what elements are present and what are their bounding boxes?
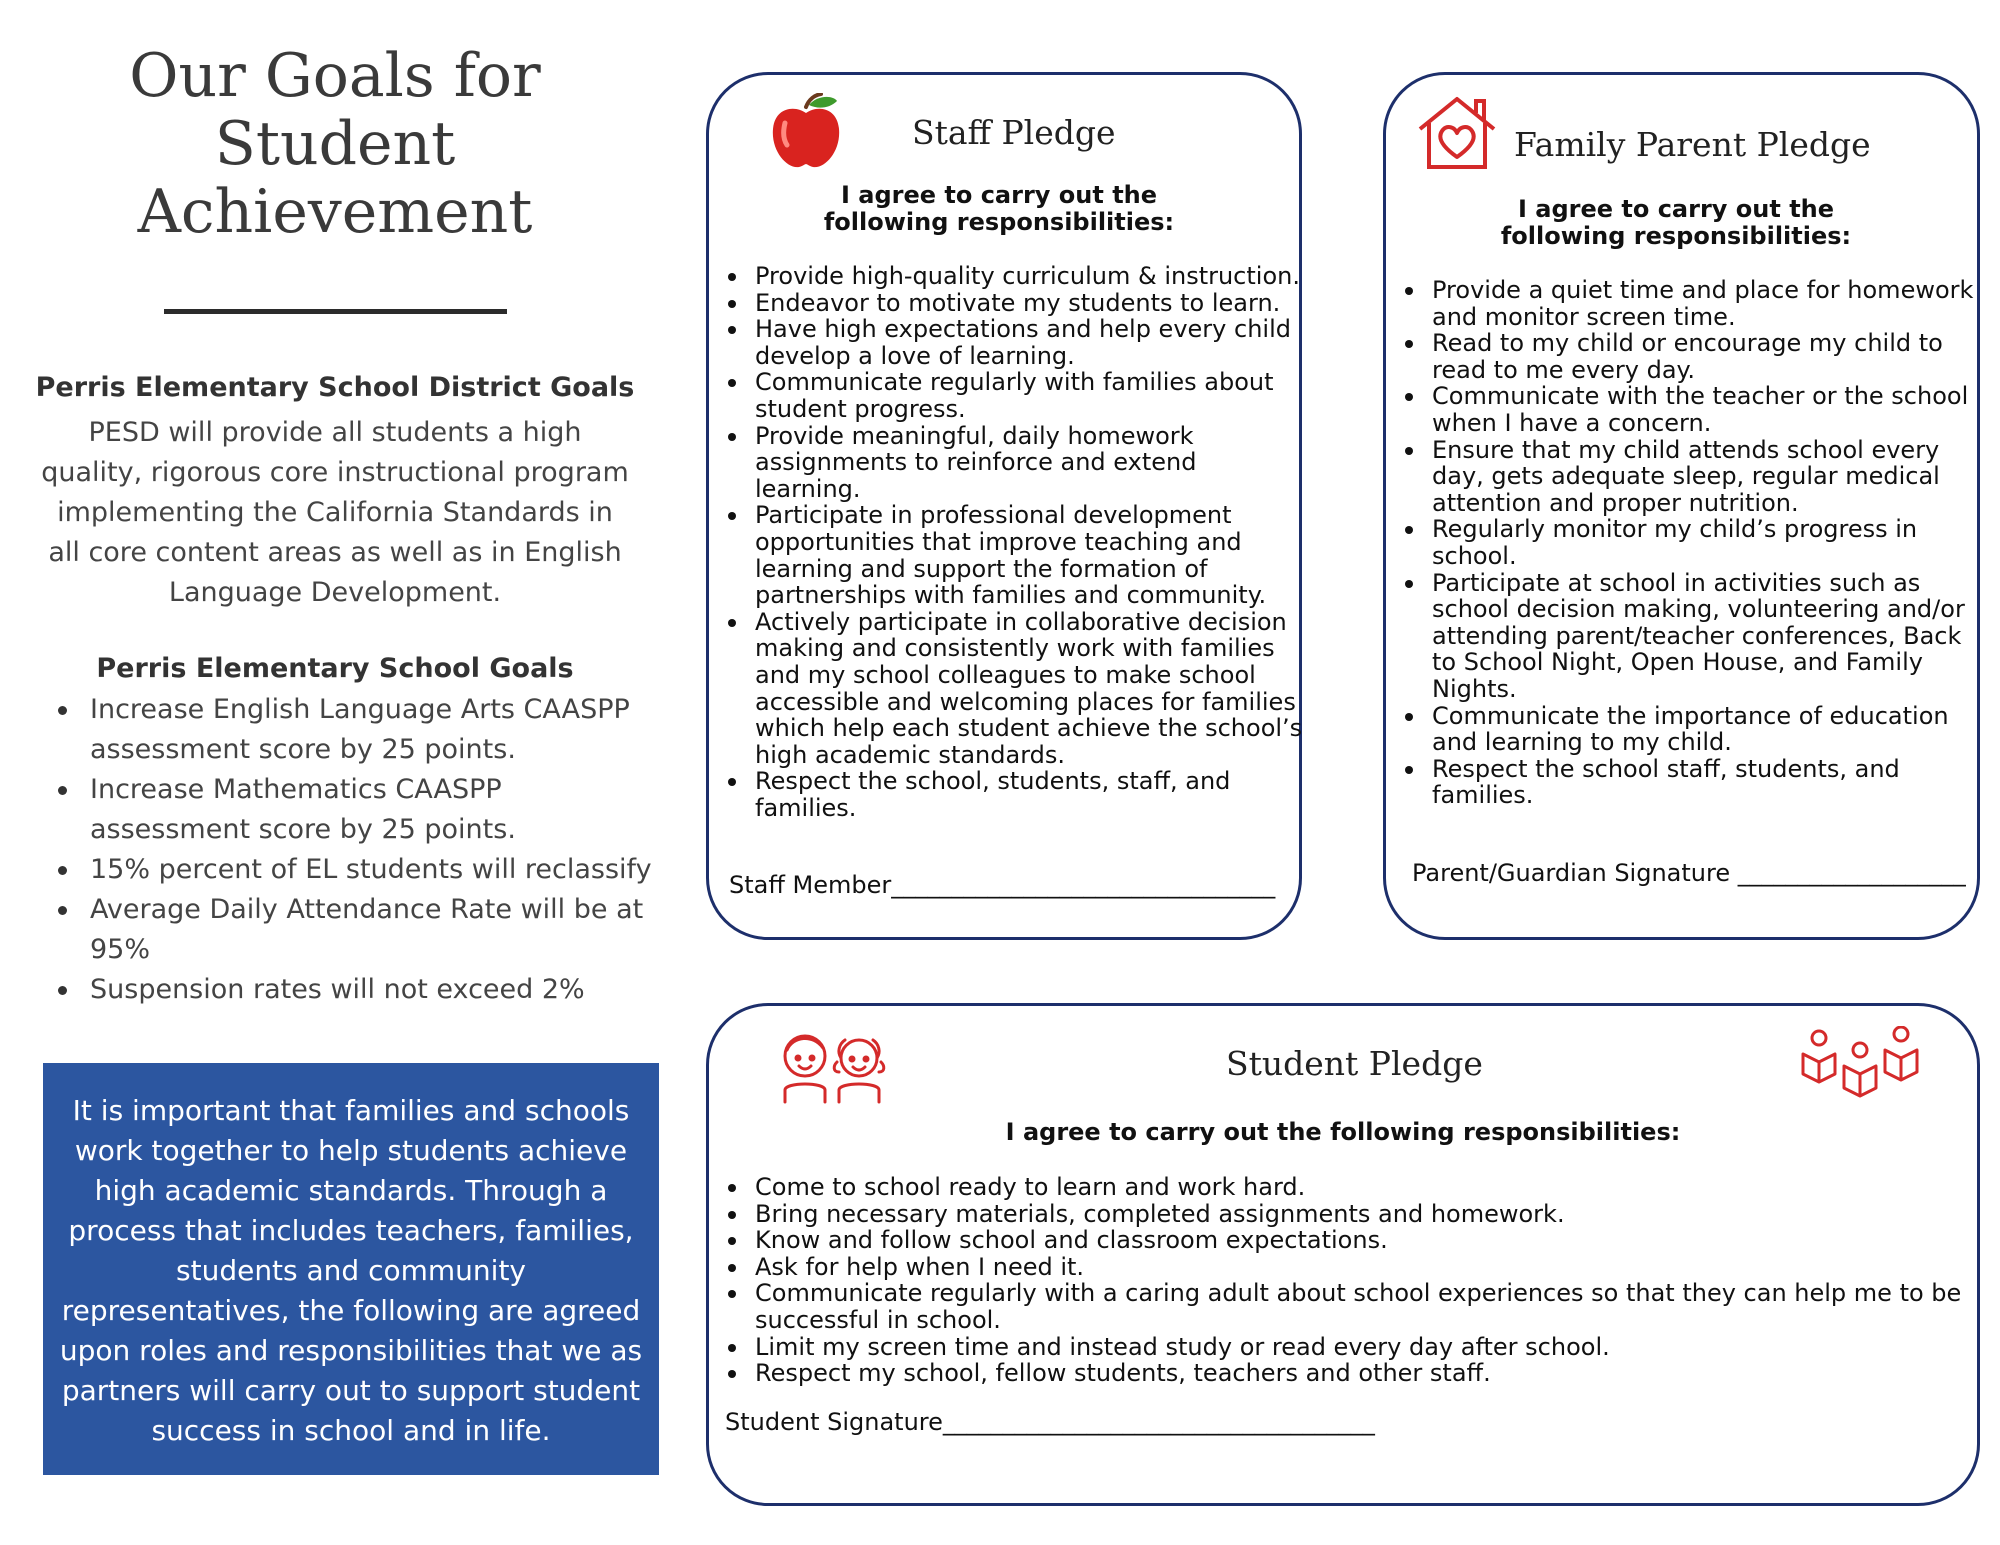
list-item: 15% percent of EL students will reclassify — [52, 850, 652, 890]
staff-signature-line[interactable]: Staff Member________________________________ — [729, 871, 1276, 899]
district-goals-text: PESD will provide all students a high quality, rigorous core instructional program implementing the California Standards in all core content areas as well as in English Language Development. — [41, 417, 629, 608]
list-item: Increase Mathematics CAASPP assessment score by 25 points. — [52, 770, 652, 850]
family-responsibilities-list — [1400, 277, 1980, 809]
list-item: Read to my child or encourage my child to read to me every day. — [1400, 330, 1980, 383]
list-item: Ensure that my child attends school every day, gets adequate sleep, regular medical attention and proper nutrition. — [1400, 437, 1980, 517]
school-goals-list — [52, 690, 652, 1010]
list-item: Regularly monitor my child’s progress in school. — [1400, 516, 1980, 569]
staff-agree-statement: I agree to carry out the following responsibilities: — [823, 181, 1175, 236]
school-goals-heading: Perris Elementary School Goals — [96, 653, 574, 684]
apple-icon — [769, 93, 843, 169]
list-item: Provide high-quality curriculum & instruction. — [723, 263, 1303, 290]
list-item: Provide meaningful, daily homework assignments to reinforce and extend learning. — [723, 423, 1303, 503]
list-item: Provide a quiet time and place for homework and monitor screen time. — [1400, 277, 1980, 330]
partnership-statement: It is important that families and schools work together to help students achieve high academic standards. Through a process that includes teachers, families, students and community representatives, the following are agreed upon roles and responsibilities that we as partners will carry out to support student success in school and in life. — [43, 1063, 659, 1475]
staff-pledge-card — [706, 72, 1302, 940]
list-item: Respect the school, students, staff, and families. — [723, 768, 1303, 821]
list-item: Increase English Language Arts CAASPP assessment score by 25 points. — [52, 690, 652, 770]
list-item: Participate at school in activities such as school decision making, volunteering and/or attending parent/teacher conferences, Back to School Night, Open House, and Family Nights. — [1400, 570, 1980, 703]
students-reading-icon — [1799, 1026, 1921, 1104]
list-item: Communicate the importance of education and learning to my child. — [1400, 703, 1980, 756]
list-item: Respect the school staff, students, and families. — [1400, 756, 1980, 809]
student-responsibilities-list — [723, 1174, 1963, 1387]
list-item: Average Daily Attendance Rate will be at 95% — [52, 890, 652, 970]
list-item: Know and follow school and classroom expectations. — [723, 1227, 1963, 1254]
title-divider — [164, 309, 507, 314]
list-item: Suspension rates will not exceed 2% — [52, 970, 652, 1010]
family-pledge-card — [1383, 72, 1980, 940]
parent-signature-line[interactable]: Parent/Guardian Signature ___________________ — [1412, 859, 1966, 887]
list-item: Communicate regularly with families about student progress. — [723, 369, 1303, 422]
list-item: Actively participate in collaborative decision making and consistently work with families and my school colleagues to make school accessible and welcoming places for families which help each student achieve the school’s high academic standards. — [723, 609, 1303, 769]
page-title: Our Goals for Student Achievement — [129, 41, 541, 247]
list-item: Come to school ready to learn and work hard. — [723, 1174, 1963, 1201]
staff-pledge-title: Staff Pledge — [912, 113, 1116, 152]
list-item: Have high expectations and help every child develop a love of learning. — [723, 316, 1303, 369]
family-agree-statement: I agree to carry out the following responsibilities: — [1500, 195, 1852, 250]
heart-house-icon — [1416, 95, 1498, 171]
student-pledge-card — [706, 1003, 1980, 1506]
children-icon — [777, 1028, 889, 1104]
student-signature-line[interactable]: Student Signature____________________________________ — [725, 1408, 1375, 1436]
staff-responsibilities-list — [723, 263, 1303, 821]
list-item: Bring necessary materials, completed assignments and homework. — [723, 1201, 1963, 1228]
list-item: Communicate regularly with a caring adult about school experiences so that they can help me to be successful in school. — [723, 1280, 1963, 1333]
list-item: Respect my school, fellow students, teachers and other staff. — [723, 1360, 1963, 1387]
district-goals-heading: Perris Elementary School District Goals — [35, 372, 635, 403]
student-pledge-title: Student Pledge — [1226, 1044, 1483, 1083]
list-item: Endeavor to motivate my students to learn. — [723, 290, 1303, 317]
student-agree-statement: I agree to carry out the following responsibilities: — [1005, 1118, 1681, 1146]
list-item: Communicate with the teacher or the school when I have a concern. — [1400, 383, 1980, 436]
list-item: Limit my screen time and instead study or read every day after school. — [723, 1334, 1963, 1361]
list-item: Ask for help when I need it. — [723, 1254, 1963, 1281]
list-item: Participate in professional development opportunities that improve teaching and learning and support the formation of partnerships with families and community. — [723, 502, 1303, 608]
family-pledge-title: Family Parent Pledge — [1514, 125, 1871, 164]
